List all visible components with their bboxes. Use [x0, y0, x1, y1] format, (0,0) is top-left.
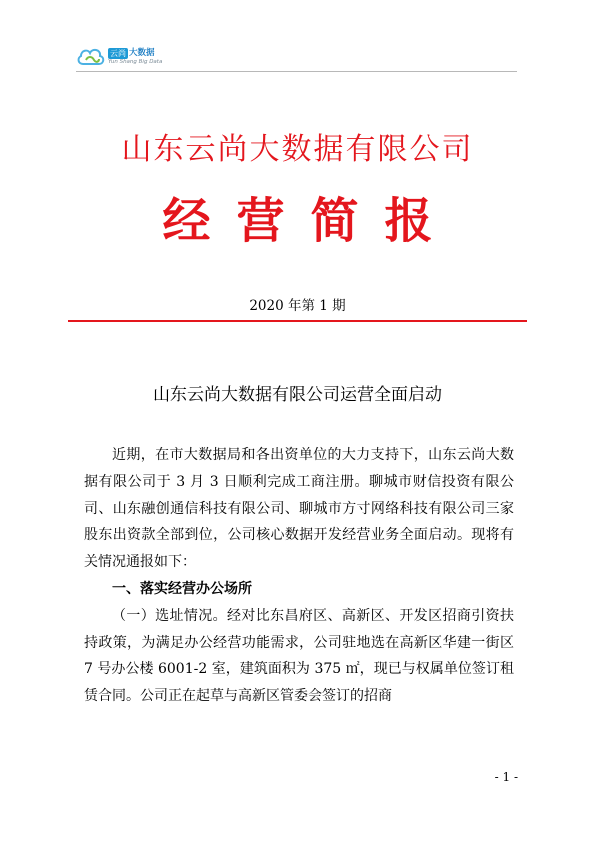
logo-badge: 云尚 [110, 48, 126, 58]
logo-wordmark [108, 47, 155, 59]
company-logo [76, 44, 186, 70]
masthead-red-rule [68, 320, 527, 322]
article-body [84, 442, 514, 710]
cloud-logo-icon [76, 44, 106, 68]
logo-english-name: Yun Shang Big Data [108, 59, 163, 65]
header-divider [76, 71, 517, 72]
intro-paragraph: 近期，在市大数据局和各出资单位的大力支持下，山东云尚大数据有限公司于 3 月 3 日顺利完成工商注册。聊城市财信投资有限公司、山东融创通信科技有限公司、聊城市方寸网络科技有限公司三家股东出资款全部到位，公司核心数据开发经营业务全面启动。现将有关情况通报如下： [84, 447, 514, 571]
section-heading: 一、落实经营办公场所 [112, 580, 252, 597]
logo-chinese-name: 大数据 [129, 48, 155, 58]
brief-title: 经营简报 [162, 193, 459, 249]
section-paragraph: （一）选址情况。经对比东昌府区、高新区、开发区招商引资扶持政策，为满足办公经营功能需求，公司驻地选在高新区华建一街区 7 号办公楼 6001-2 室，建筑面积为 375 ㎡，现已与权属单位签订租赁合同。公司正在起草与高新区管委会签订的招商 [84, 607, 514, 705]
article-headline: 山东云尚大数据有限公司运营全面启动 [153, 385, 442, 405]
company-title: 山东云尚大数据有限公司 [121, 132, 474, 167]
page-number: - 1 - [494, 770, 518, 784]
issue-number: 2020 年第 1 期 [249, 298, 346, 314]
